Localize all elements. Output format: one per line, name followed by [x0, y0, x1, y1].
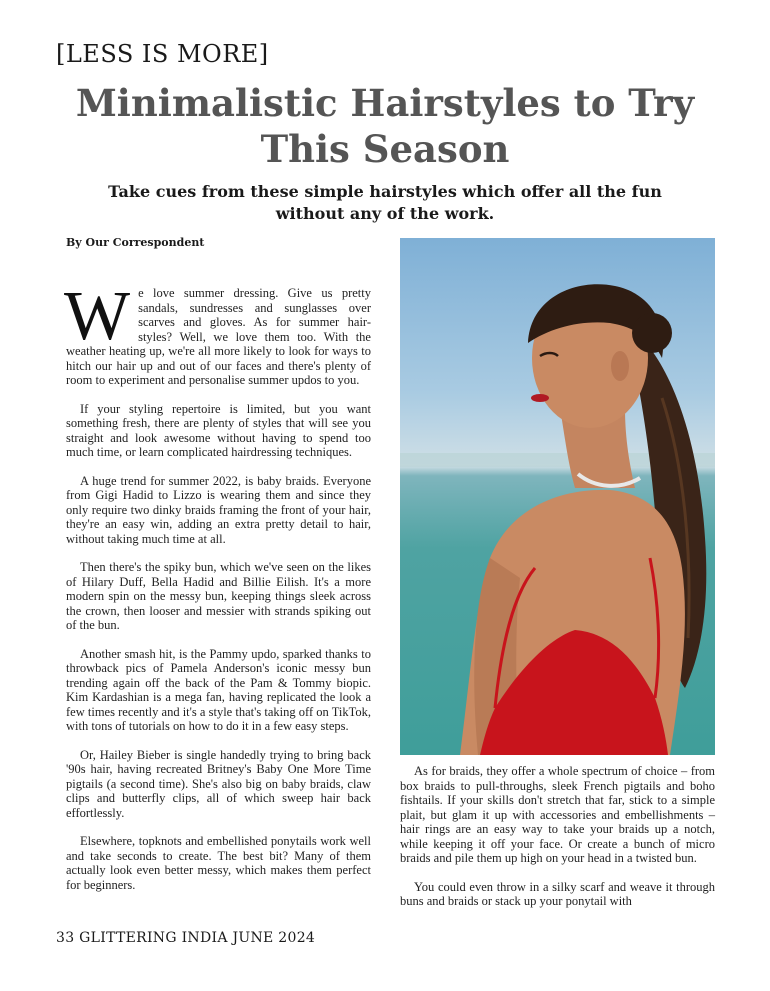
paragraph-text: e love summer dressing. Give us pretty sandals, sundresses and sunglasses over scarves and gloves. As for summer hair-styles? Well, we love them too. With the weather heating up, we're all more likely to look for ways to hitch our hair up and out of our faces and there's plenty of room to experiment and personalise summer updos to you. — [66, 286, 371, 387]
feature-photo — [400, 238, 715, 755]
right-column — [400, 764, 715, 923]
left-column — [64, 278, 371, 906]
paragraph: Elsewhere, topknots and embellished ponytails work well and take seconds to create. The best bit? Many of them actually look even better messy, which makes them perfect for beginners. — [66, 834, 371, 892]
paragraph: You could even throw in a silky scarf and weave it through buns and braids or stack up your ponytail with — [400, 879, 715, 908]
section-kicker: [LESS IS MORE] — [56, 40, 269, 68]
paragraph: Or, Hailey Bieber is single handedly trying to bring back '90s hair, having recreated Britney's Baby One More Time pigtails (a second time). She's also big on baby braids, claw clips and butterfly clips, all of which sweep hair back effortlessly. — [66, 747, 371, 820]
subtitle: Take cues from these simple hairstyles which offer all the fun without any of the work. — [108, 182, 662, 223]
paragraph — [64, 278, 371, 388]
byline: By Our Correspondent — [66, 236, 205, 249]
page-title: Minimalistic Hairstyles to Try This Season — [75, 81, 695, 171]
woman-portrait-illustration — [400, 238, 715, 755]
drop-cap: W — [64, 278, 131, 355]
paragraph: Then there's the spiky bun, which we've seen on the likes of Hilary Duff, Bella Hadid and Billie Eilish. It's a more modern spin on the messy bun, keeping things sleek across the crown, then looser and messier with strands spiking out of the bun. — [66, 560, 371, 632]
paragraph: Another smash hit, is the Pammy updo, sparked thanks to throwback pics of Pamela Anderson's iconic messy bun trending again off the back of the Pam & Tommy biopic. Kim Kardashian is a mega fan, having replicated the look a few times recently and it's a style that's taking off on TikTok, with tons of tutorials on how to do it in a few easy steps. — [66, 646, 371, 733]
paragraph: As for braids, they offer a whole spectrum of choice – from box braids to pull-throughs, sleek French pigtails and boho fishtails. If your skills don't stretch that far, stick to a simple plait, but glam it up with accessories and embellishments – hair rings are an easy way to take your braids up a notch, while keeping it off your face. Or create a bunch of micro braids and pile them up high on your head in a twisted bun. — [400, 764, 715, 865]
paragraph: If your styling repertoire is limited, but you want something fresh, there are plenty of styles that will see you straight and look awesome without having to spend too much time, or learn complicated hairdressing techniques. — [66, 401, 371, 459]
page-footer: 33 GLITTERING INDIA JUNE 2024 — [56, 930, 316, 946]
paragraph: A huge trend for summer 2022, is baby braids. Everyone from Gigi Hadid to Lizzo is wearing them and since they only require two dinky braids framing the front of your hair, they're an easy win, adding an extra pretty detail to hair, without taking much time at all. — [66, 473, 371, 546]
